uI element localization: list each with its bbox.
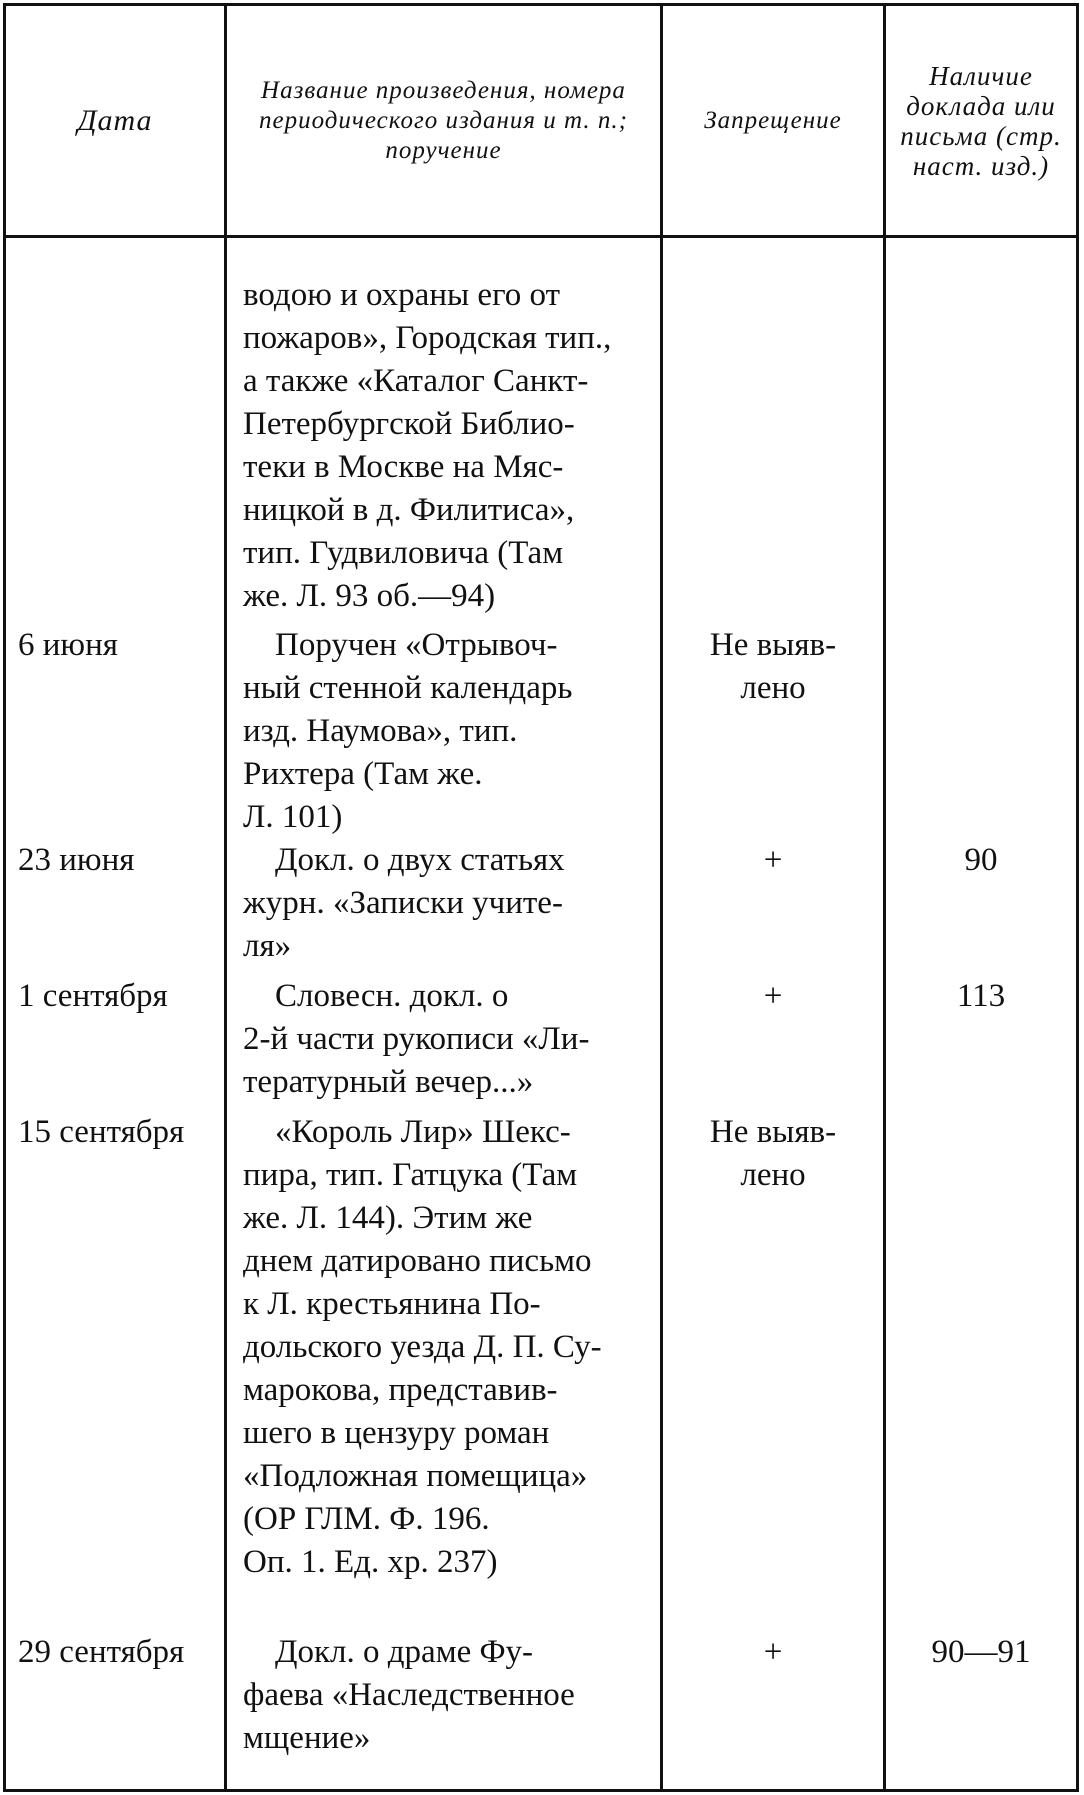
row-title-line: к Л. крестьянина По-	[243, 1286, 541, 1322]
row-title-line: Поручен «Отрывоч-	[275, 627, 558, 663]
row-title	[243, 839, 653, 968]
row-ban	[663, 839, 883, 882]
row-ban-line: +	[763, 1634, 783, 1670]
row-title-line: водою и охраны его от	[243, 277, 561, 313]
row-title-line: 2-й части рукописи «Ли-	[243, 1021, 590, 1057]
row-title-line: Оп. 1. Ед. хр. 237)	[243, 1544, 498, 1580]
row-title-line: Рихтера (Там же.	[243, 756, 483, 792]
row-title-line: днем датировано письмо	[243, 1243, 592, 1279]
row-title	[243, 1631, 653, 1760]
row-title-line: ницкой в д. Филитиса»,	[243, 492, 575, 528]
row-ban	[663, 624, 883, 710]
row-title-line: пира, тип. Гатцука (Там	[243, 1157, 578, 1193]
row-title-line: а также «Каталог Санкт-	[243, 363, 589, 399]
row-ban-line: лено	[740, 1157, 806, 1193]
row-title-line: Докл. о двух статьях	[275, 842, 565, 878]
table-bottom-border	[3, 1789, 1079, 1792]
row-date: 29 сентября	[18, 1634, 185, 1670]
row-title-line: Л. 101)	[243, 799, 343, 835]
row-ban-line: Не выяв-	[709, 627, 837, 663]
row-title-line: журн. «Записки учите-	[243, 885, 563, 921]
row-title-line: дольского уезда Д. П. Су-	[243, 1329, 602, 1365]
row-title	[243, 1111, 653, 1584]
row-title-line: фаева «Наследственное	[243, 1677, 575, 1713]
row-title-line: Словесн. докл. о	[275, 978, 509, 1014]
row-ban	[663, 1631, 883, 1674]
row-title	[243, 238, 653, 618]
row-title-line: марокова, представив-	[243, 1372, 558, 1408]
row-report: 113	[956, 978, 1006, 1014]
row-title-line: «Подложная помещица»	[243, 1458, 588, 1494]
table-body	[6, 238, 1076, 1789]
row-date: 6 июня	[18, 627, 118, 663]
row-ban-line: +	[763, 978, 783, 1014]
row-title	[243, 975, 653, 1104]
row-report: 90	[964, 842, 998, 878]
row-title-line: теки в Москве на Мяс-	[243, 449, 564, 485]
row-title-line: ля»	[243, 928, 292, 964]
header-report: Наличие доклада или письма (стр. наст. изд.)	[900, 60, 1062, 181]
row-ban-line: Не выяв-	[709, 1114, 837, 1150]
row-date: 23 июня	[18, 842, 135, 878]
row-ban	[663, 1111, 883, 1197]
row-title-line: «Король Лир» Шекс-	[275, 1114, 571, 1150]
header-ban: Запрещение	[704, 106, 842, 134]
row-ban	[663, 975, 883, 1018]
row-title-line: тип. Гудвиловича (Там	[243, 535, 564, 571]
row-date: 1 сентября	[18, 978, 168, 1014]
row-title	[243, 624, 653, 839]
row-date: 15 сентября	[18, 1114, 185, 1150]
row-title-line: тературный вечер...»	[243, 1064, 534, 1100]
table-right-border	[1076, 3, 1079, 1792]
row-report: 90—91	[931, 1634, 1031, 1670]
row-title-line: ный стенной календарь	[243, 670, 573, 706]
row-title-line: же. Л. 144). Этим же	[243, 1200, 533, 1236]
row-ban-line: лено	[740, 670, 806, 706]
row-title-line: Петербургской Библио-	[243, 406, 575, 442]
row-title-line: Докл. о драме Фу-	[275, 1634, 534, 1670]
row-title-line: мщение»	[243, 1720, 371, 1756]
row-ban-line: +	[763, 842, 783, 878]
row-title-line: пожаров», Городская тип.,	[243, 320, 612, 356]
row-title-line: же. Л. 93 об.—94)	[243, 578, 496, 614]
row-title-line: изд. Наумова», тип.	[243, 713, 518, 749]
header-title: Название произведения, номера периодического издания и т. п.; поручение	[259, 76, 628, 164]
header-date: Дата	[77, 103, 153, 137]
row-title-line: (ОР ГЛМ. Ф. 196.	[243, 1501, 490, 1537]
row-title-line: шего в цензуру роман	[243, 1415, 550, 1451]
